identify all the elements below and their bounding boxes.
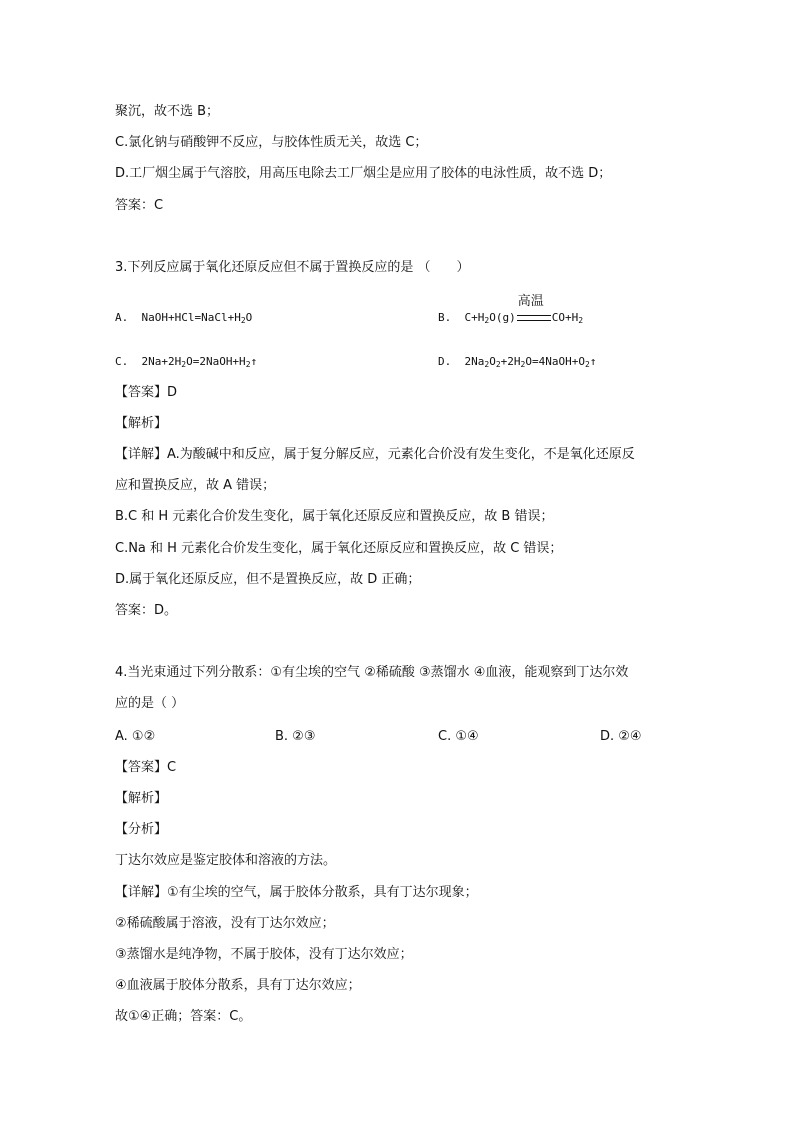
text-line: ③蒸馏水是纯净物，不属于胶体，没有丁达尔效应； bbox=[115, 947, 413, 962]
text-line: 应和置换反应，故 A 错误； bbox=[115, 478, 276, 493]
analysis-heading: 【解析】 bbox=[115, 416, 168, 431]
text-line: D.属于氧化还原反应，但不是置换反应，故 D 正确； bbox=[115, 572, 421, 587]
text-line: 【详解】①有尘埃的空气，属于胶体分散系，具有丁达尔现象； bbox=[115, 885, 478, 900]
q3-option-a: A. $NaOH+HCl=NaCl+H_2O$ bbox=[115, 311, 253, 325]
analysis-heading: 【解析】 bbox=[115, 791, 168, 806]
text-line: 聚沉，故不选 B； bbox=[115, 104, 220, 119]
q4-option-b: B. ②③ bbox=[275, 729, 316, 744]
fenxi-heading: 【分析】 bbox=[115, 822, 168, 837]
text-line: 丁达尔效应是鉴定胶体和溶液的方法。 bbox=[115, 853, 337, 868]
answer-line: 故①④正确；答案：C。 bbox=[115, 1009, 252, 1024]
text-line: D.工厂烟尘属于气溶胶，用高压电除去工厂烟尘是应用了胶体的电泳性质，故不选 D； bbox=[115, 166, 612, 181]
q4-option-c: C. ①④ bbox=[438, 729, 479, 744]
answer-line: 【答案】D bbox=[115, 385, 178, 400]
text-line: C.氯化钠与硝酸钾不反应，与胶体性质无关，故选 C； bbox=[115, 135, 428, 150]
answer-line: 【答案】C bbox=[115, 760, 177, 775]
q4-option-d: D. ②④ bbox=[600, 729, 642, 744]
question-4-stem: 应的是（ ） bbox=[115, 696, 185, 711]
text-line: ②稀硫酸属于溶液，没有丁达尔效应； bbox=[115, 916, 335, 931]
q3-option-b: B. $C+H_2O(g)$ 高温 $CO+H_2$ bbox=[438, 294, 584, 325]
answer-line: 答案：D。 bbox=[115, 603, 178, 618]
text-line: 【详解】A.为酸碱中和反应，属于复分解反应，元素化合价没有发生变化，不是氧化还原反 bbox=[115, 447, 635, 462]
text-line: B.C 和 H 元素化合价发生变化，属于氧化还原反应和置换反应，故 B 错误； bbox=[115, 509, 554, 524]
reaction-condition: 高温 bbox=[516, 309, 552, 327]
question-4-stem: 4.当光束通过下列分散系：①有尘埃的空气 ②稀硫酸 ③蒸馏水 ④血液，能观察到丁达尔效 bbox=[115, 665, 629, 680]
q3-option-d: D. $2Na_2O_2+2H_2O=4NaOH+O_2↑$ bbox=[438, 355, 597, 369]
text-line: ④血液属于胶体分散系，具有丁达尔效应； bbox=[115, 978, 361, 993]
q4-option-a: A. ①② bbox=[115, 729, 156, 744]
answer-line: 答案：C bbox=[115, 198, 164, 213]
question-3-stem: 3.下列反应属于氧化还原反应但不属于置换反应的是 （ ） bbox=[115, 260, 470, 275]
text-line: C.Na 和 H 元素化合价发生变化，属于氧化还原反应和置换反应，故 C 错误； bbox=[115, 541, 563, 556]
q3-option-c: C. $2Na+2H_2O=2NaOH+H_2↑$ bbox=[115, 355, 258, 369]
